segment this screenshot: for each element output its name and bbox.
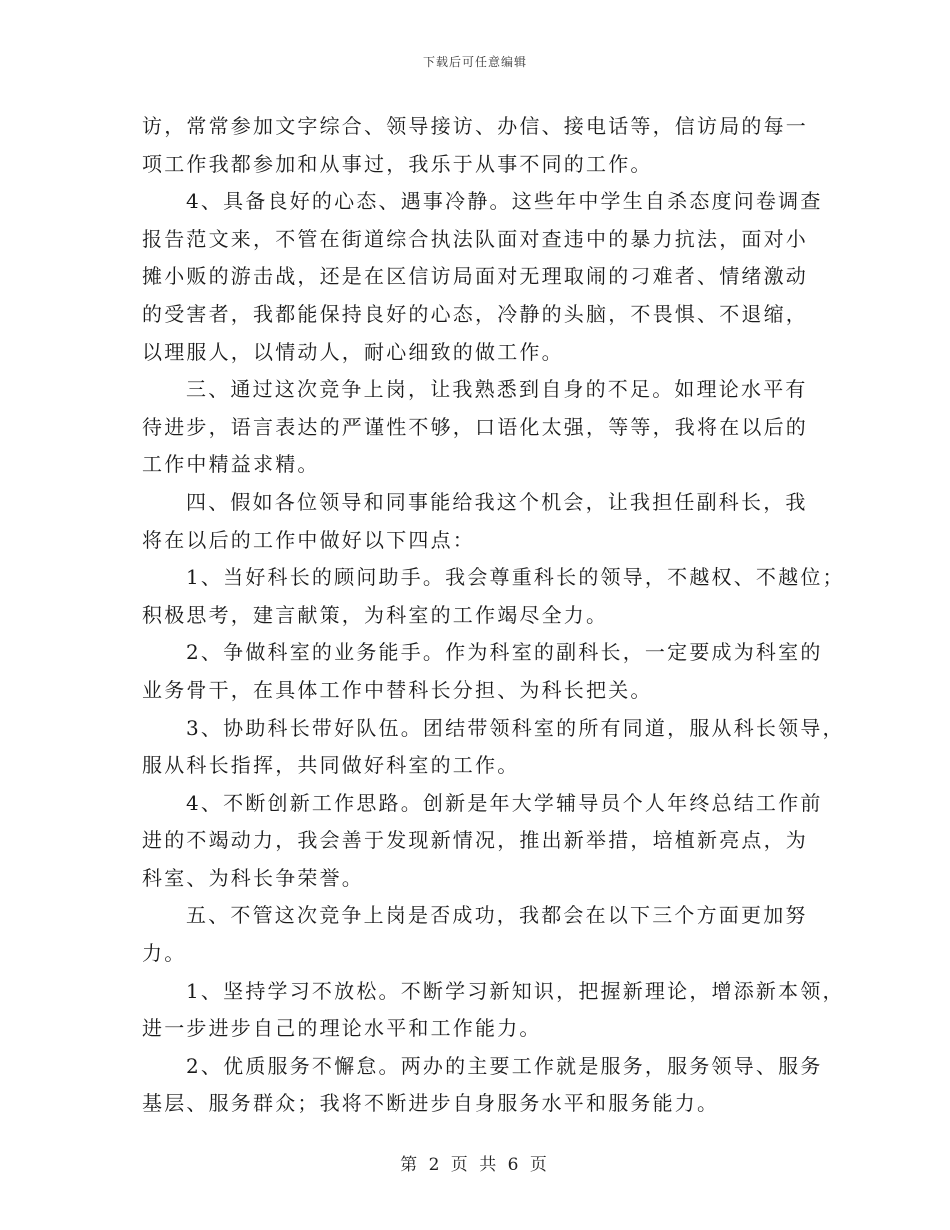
paragraph-start: 1、当好科长的顾问助手。我会尊重科长的领导，不越权、不越位；	[186, 565, 845, 590]
text-line: 将在以后的工作中做好以下四点：	[142, 527, 475, 552]
text-line: 进一步进步自己的理论水平和工作能力。	[142, 1016, 542, 1041]
text-line: 摊小贩的游击战，还是在区信访局面对无理取闹的刁难者、情绪激动	[142, 264, 808, 289]
document-body	[142, 108, 845, 1123]
paragraph-start: 1、坚持学习不放松。不断学习新知识，把握新理论，增添新本领，	[186, 978, 845, 1003]
page-header: 下载后可任意编辑	[422, 55, 527, 69]
text-line: 进的不竭动力，我会善于发现新情况，推出新举措，培植新亮点，为	[142, 828, 808, 853]
text-line: 的受害者，我都能保持良好的心态，冷静的头脑，不畏惧、不退缩，	[142, 301, 808, 326]
page-number-footer: 第 2 页 共 6 页	[400, 1155, 550, 1175]
paragraph-start: 3、协助科长带好队伍。团结带领科室的所有同道，服从科长领导，	[186, 715, 845, 740]
paragraph-start: 2、优质服务不懈怠。两办的主要工作就是服务，服务领导、服务	[186, 1053, 823, 1078]
paragraph-start: 4、具备良好的心态、遇事冷静。这些年中学生自杀态度问卷调查	[186, 189, 823, 214]
text-line: 以理服人，以情动人，耐心细致的做工作。	[142, 339, 564, 364]
text-line: 积极思考，建言献策，为科室的工作竭尽全力。	[142, 602, 609, 627]
text-line: 科室、为科长争荣誉。	[142, 865, 364, 890]
text-line: 工作中精益求精。	[142, 452, 320, 477]
paragraph-start: 三、通过这次竞争上岗，让我熟悉到自身的不足。如理论水平有	[186, 377, 808, 402]
text-line: 访，常常参加文字综合、领导接访、办信、接电话等，信访局的每一	[142, 114, 808, 138]
text-line: 业务骨干，在具体工作中替科长分担、为科长把关。	[142, 677, 653, 702]
paragraph-start: 五、不管这次竞争上岗是否成功，我都会在以下三个方面更加努	[186, 903, 808, 928]
text-line: 力。	[142, 941, 187, 966]
text-line: 报告范文来，不管在街道综合执法队面对查违中的暴力抗法，面对小	[142, 226, 808, 251]
paragraph-start: 2、争做科室的业务能手。作为科室的副科长，一定要成为科室的	[186, 640, 823, 665]
text-line: 项工作我都参加和从事过，我乐于从事不同的工作。	[142, 151, 653, 176]
paragraph-start: 四、假如各位领导和同事能给我这个机会，让我担任副科长，我	[186, 489, 808, 514]
text-line: 待进步，语言表达的严谨性不够，口语化太强，等等，我将在以后的	[142, 414, 808, 439]
paragraph-start: 4、不断创新工作思路。创新是年大学辅导员个人年终总结工作前	[186, 790, 823, 815]
text-line: 基层、服务群众；我将不断进步自身服务水平和服务能力。	[142, 1091, 720, 1116]
text-line: 服从科长指挥，共同做好科室的工作。	[142, 753, 520, 778]
